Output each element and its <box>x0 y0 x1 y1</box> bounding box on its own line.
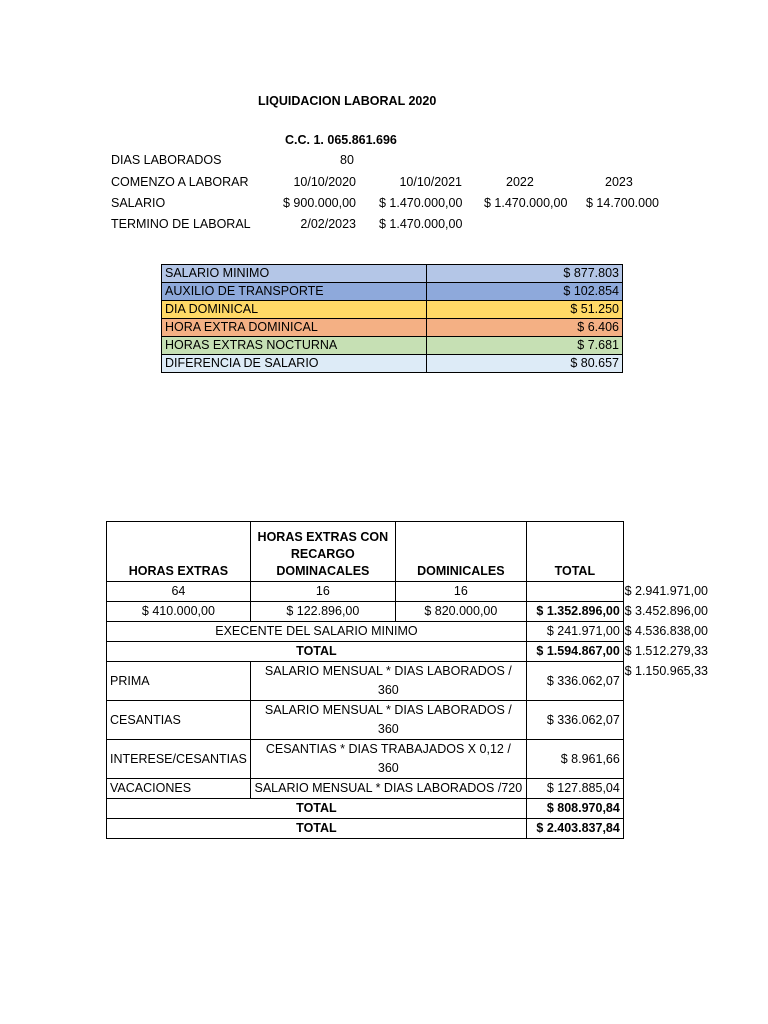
prestacion-formula: CESANTIAS * DIAS TRABAJADOS X 0,12 / 360 <box>250 740 526 779</box>
comenzo-year-2023: 2023 <box>605 175 633 189</box>
rate-row <box>162 283 623 301</box>
rate-row <box>162 265 623 283</box>
rate-label: DIFERENCIA DE SALARIO <box>162 355 427 373</box>
prestacion-row <box>107 779 624 799</box>
rate-row <box>162 355 623 373</box>
dias-laborados-value: 80 <box>340 153 354 167</box>
valor-horas-extras: $ 410.000,00 <box>107 602 251 622</box>
header-horas-extras: HORAS EXTRAS <box>107 522 251 582</box>
side-value: $ 1.150.965,33 <box>624 664 708 678</box>
salario-value-2: $ 1.470.000,00 <box>379 196 463 210</box>
prestacion-row <box>107 740 624 779</box>
rate-row <box>162 319 623 337</box>
prestacion-formula: SALARIO MENSUAL * DIAS LABORADOS /720 <box>250 779 526 799</box>
rate-row <box>162 337 623 355</box>
salario-value-4: $ 14.700.000 <box>586 196 659 210</box>
rate-label: DIA DOMINICAL <box>162 301 427 319</box>
prestacion-valor: $ 127.885,04 <box>526 779 623 799</box>
comenzo-date-1: 10/10/2020 <box>293 175 356 189</box>
total2-value: $ 808.970,84 <box>526 799 623 819</box>
rate-value: $ 80.657 <box>427 355 623 373</box>
total1-label: TOTAL <box>107 642 527 662</box>
termino-salario: $ 1.470.000,00 <box>379 217 463 231</box>
prestacion-formula: SALARIO MENSUAL * DIAS LABORADOS / 360 <box>250 701 526 740</box>
rate-row <box>162 301 623 319</box>
valor-dominicales: $ 820.000,00 <box>395 602 526 622</box>
valor-total: $ 1.352.896,00 <box>526 602 623 622</box>
prestacion-concepto: CESANTIAS <box>107 701 251 740</box>
cantidad-total <box>526 582 623 602</box>
prestacion-row <box>107 701 624 740</box>
rate-label: HORA EXTRA DOMINICAL <box>162 319 427 337</box>
valores-row <box>107 602 624 622</box>
rate-value: $ 877.803 <box>427 265 623 283</box>
rate-value: $ 6.406 <box>427 319 623 337</box>
side-value: $ 2.941.971,00 <box>624 584 708 598</box>
total1-row <box>107 642 624 662</box>
header-row <box>107 522 624 582</box>
prestacion-formula: SALARIO MENSUAL * DIAS LABORADOS / 360 <box>250 662 526 701</box>
prestacion-valor: $ 336.062,07 <box>526 662 623 701</box>
comenzo-date-2: 10/10/2021 <box>399 175 462 189</box>
rate-value: $ 51.250 <box>427 301 623 319</box>
prestacion-row <box>107 662 624 701</box>
page-title: LIQUIDACION LABORAL 2020 <box>258 94 437 108</box>
side-value: $ 3.452.896,00 <box>624 604 708 618</box>
total3-row <box>107 819 624 839</box>
comenzo-label: COMENZO A LABORAR <box>111 175 249 189</box>
total2-row <box>107 799 624 819</box>
excedente-value: $ 241.971,00 <box>526 622 623 642</box>
rate-label: HORAS EXTRAS NOCTURNA <box>162 337 427 355</box>
prestacion-concepto: PRIMA <box>107 662 251 701</box>
cantidad-dominicales: 16 <box>395 582 526 602</box>
prestacion-valor: $ 336.062,07 <box>526 701 623 740</box>
header-total: TOTAL <box>526 522 623 582</box>
prestacion-concepto: VACACIONES <box>107 779 251 799</box>
rate-value: $ 102.854 <box>427 283 623 301</box>
cantidad-horas-extras: 64 <box>107 582 251 602</box>
excedente-row <box>107 622 624 642</box>
cantidades-row <box>107 582 624 602</box>
cantidad-recargo: 16 <box>250 582 395 602</box>
total3-label: TOTAL <box>107 819 527 839</box>
side-value: $ 4.536.838,00 <box>624 624 708 638</box>
valor-recargo: $ 122.896,00 <box>250 602 395 622</box>
total3-value: $ 2.403.837,84 <box>526 819 623 839</box>
salario-value-3: $ 1.470.000,00 <box>484 196 568 210</box>
termino-date: 2/02/2023 <box>300 217 356 231</box>
salario-value-1: $ 900.000,00 <box>283 196 356 210</box>
excedente-label: EXECENTE DEL SALARIO MINIMO <box>107 622 527 642</box>
rate-value: $ 7.681 <box>427 337 623 355</box>
header-dominicales: DOMINICALES <box>395 522 526 582</box>
total2-label: TOTAL <box>107 799 527 819</box>
prestacion-concepto: INTERESE/CESANTIAS <box>107 740 251 779</box>
rate-label: AUXILIO DE TRANSPORTE <box>162 283 427 301</box>
total1-value: $ 1.594.867,00 <box>526 642 623 662</box>
liquidacion-table <box>106 521 624 839</box>
header-horas-extras-recargo: HORAS EXTRAS CON RECARGO DOMINACALES <box>250 522 395 582</box>
side-value: $ 1.512.279,33 <box>624 644 708 658</box>
rate-label: SALARIO MINIMO <box>162 265 427 283</box>
dias-laborados-label: DIAS LABORADOS <box>111 153 222 167</box>
prestacion-valor: $ 8.961,66 <box>526 740 623 779</box>
cedula: C.C. 1. 065.861.696 <box>285 133 397 147</box>
comenzo-year-2022: 2022 <box>506 175 534 189</box>
salario-label: SALARIO <box>111 196 166 210</box>
rates-table <box>161 264 623 373</box>
termino-label: TERMINO DE LABORAL <box>111 217 251 231</box>
